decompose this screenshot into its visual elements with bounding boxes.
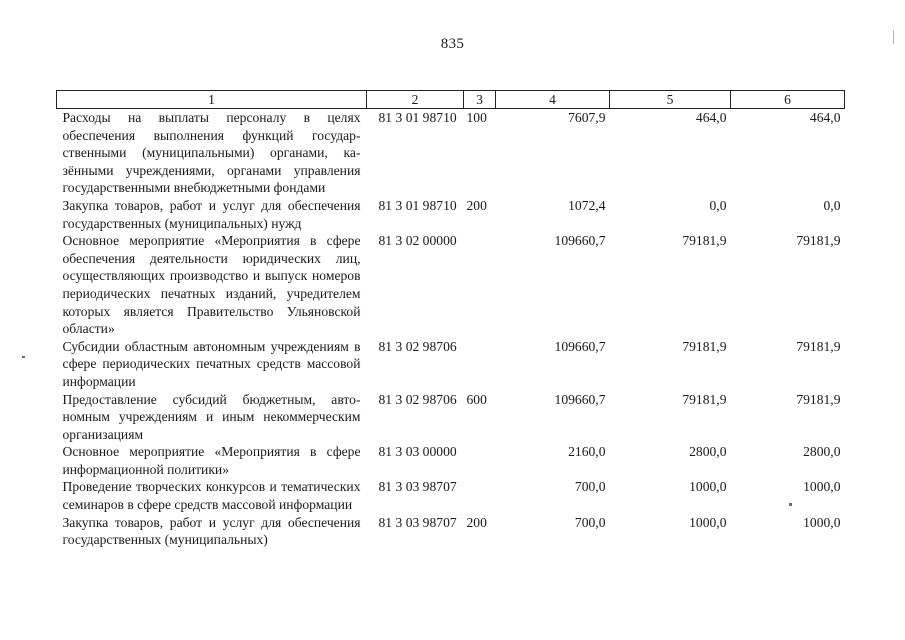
row-name: Закупка товаров, работ и услуг для обеспечения государственных (муниципальных) нужд (62, 197, 361, 231)
row-code: 81 3 01 98710 (378, 110, 457, 125)
row-code: 81 3 01 98710 (378, 197, 457, 213)
table-row (57, 443, 845, 478)
row-expense-type (464, 443, 496, 478)
header-row (57, 91, 845, 109)
row-code: 81 3 03 00000 (378, 444, 457, 460)
row-expense-type (464, 338, 496, 391)
row-value-col4: 1072,4 (568, 197, 606, 213)
row-value-col4: 109660,7 (554, 233, 606, 249)
row-value-col6: 0,0 (823, 197, 841, 213)
scan-speck (789, 503, 792, 506)
scan-speck (893, 30, 894, 44)
table-row (57, 232, 845, 338)
row-expense-type: 600 (466, 391, 487, 407)
row-name: Расходы на выплаты персоналу в целях обеспечения выполнения функций государственными (муниципальными) органами, казёнными учреждениями, органами управления государственными внебюджетными фондами (62, 110, 361, 196)
row-value-col6: 464,0 (809, 110, 841, 125)
row-name: Субсидии областным автономным учреждениям в сфере периодических печатных средств массовой информации (62, 338, 361, 389)
row-expense-type: 100 (466, 110, 487, 125)
row-value-col4: 7607,9 (568, 110, 606, 125)
row-value-col5: 79181,9 (682, 338, 727, 354)
header-col-5: 5 (610, 91, 731, 109)
row-value-col5: 464,0 (695, 110, 727, 125)
row-value-col6: 1000,0 (803, 479, 841, 495)
row-value-col4: 700,0 (574, 514, 606, 530)
table-row (57, 338, 845, 391)
table-row (57, 109, 845, 197)
row-value-col5: 79181,9 (682, 233, 727, 249)
row-value-col4: 2160,0 (568, 444, 606, 460)
header-col-6: 6 (731, 91, 845, 109)
row-name: Закупка товаров, работ и услуг для обеспечения государственных (муниципальных) (62, 514, 361, 548)
row-value-col5: 0,0 (709, 197, 727, 213)
table-row (57, 478, 845, 513)
header-col-3: 3 (464, 91, 496, 109)
row-value-col4: 700,0 (574, 479, 606, 495)
row-name: Основное мероприятие «Мероприятия в сфере обеспечения деятельности юридических лиц, осуществляющих производство и выпуск номеров периодических печатных изданий, учредителем которых является Правительство Ульяновской области» (62, 233, 361, 337)
row-code: 81 3 02 00000 (378, 233, 457, 249)
table-row (57, 197, 845, 232)
scan-speck (22, 356, 25, 358)
row-name: Предоставление субсидий бюджетным, автономным учреждениям и иным некоммерческим организациям (62, 391, 361, 442)
row-code: 81 3 03 98707 (378, 514, 457, 530)
row-value-col4: 109660,7 (554, 338, 606, 354)
row-value-col5: 1000,0 (689, 514, 727, 530)
row-value-col6: 79181,9 (796, 233, 841, 249)
row-name: Проведение творческих конкурсов и тематических семинаров в сфере средств массовой информации (62, 479, 361, 513)
row-value-col6: 1000,0 (803, 514, 841, 530)
table-header (57, 91, 845, 109)
header-col-1: 1 (57, 91, 367, 109)
table-row (57, 391, 845, 444)
row-value-col6: 2800,0 (803, 444, 841, 460)
row-name: Основное мероприятие «Мероприятия в сфере информационной политики» (62, 444, 361, 477)
row-expense-type: 200 (466, 197, 487, 213)
row-expense-type (464, 232, 496, 338)
row-value-col5: 1000,0 (689, 479, 727, 495)
row-code: 81 3 02 98706 (378, 338, 457, 354)
row-code: 81 3 02 98706 (378, 391, 457, 407)
row-value-col6: 79181,9 (796, 338, 841, 354)
row-value-col4: 109660,7 (554, 391, 606, 407)
header-col-2: 2 (367, 91, 464, 109)
row-expense-type: 200 (466, 514, 487, 530)
row-value-col5: 2800,0 (689, 444, 727, 460)
table-row (57, 514, 845, 549)
page-number: 835 (440, 36, 465, 52)
header-col-4: 4 (496, 91, 610, 109)
row-value-col6: 79181,9 (796, 391, 841, 407)
row-expense-type (464, 478, 496, 513)
row-value-col5: 79181,9 (682, 391, 727, 407)
table-body (57, 109, 845, 549)
row-code: 81 3 03 98707 (378, 479, 457, 495)
budget-table (56, 90, 845, 549)
